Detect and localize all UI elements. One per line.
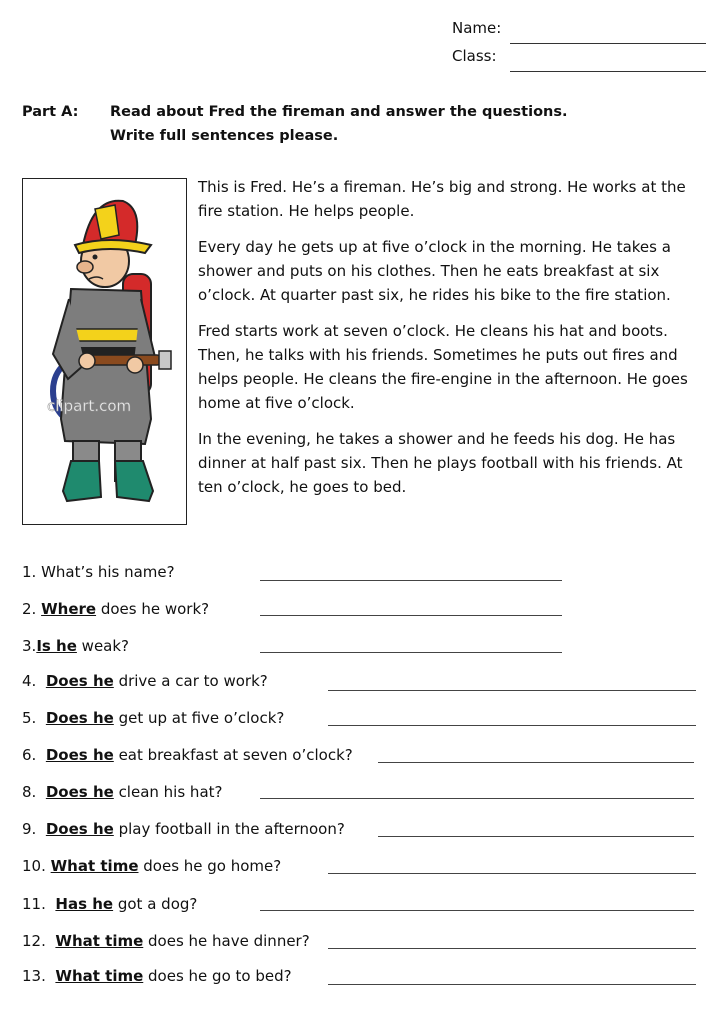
question-8 [22,783,222,801]
question-text: does he go to bed? [143,967,292,985]
answer-line-4[interactable] [328,690,696,691]
name-label: Name: [452,19,502,37]
question-number: 11. [22,895,46,913]
fireman-drawing [23,179,186,524]
answer-line-2[interactable] [260,615,562,616]
question-number: 1. [22,563,37,581]
question-keyword: What time [55,967,144,985]
question-number: 12. [22,932,46,950]
question-11 [22,895,197,913]
answer-line-6[interactable] [378,762,694,763]
question-10 [22,857,281,875]
name-answer-line[interactable] [510,43,706,44]
answer-line-12[interactable] [328,948,696,949]
question-number: 4. [22,672,37,690]
question-keyword: Does he [45,672,114,690]
question-text: eat breakfast at seven o’clock? [113,746,353,764]
question-keyword: Where [41,600,97,618]
question-number: 9. [22,820,37,838]
question-5 [22,709,284,727]
story-paragraph-3: Fred starts work at seven o’clock. He cleans his hat and boots. Then, he talks with his friends. Sometimes he puts out fires and helps people. He cleans the fire-engine in the afternoon. He goes home at five o’clock. [198,322,688,412]
question-number: 13. [22,967,46,985]
answer-line-3[interactable] [260,652,562,653]
story-paragraph-2: Every day he gets up at five o’clock in the morning. He takes a shower and puts on his clothes. Then he eats breakfast at six o’clock. At quarter past six, he rides his bike to the fire station. [198,238,671,304]
question-keyword: Has he [55,895,114,913]
question-number: 5. [22,709,37,727]
question-number: 6. [22,746,37,764]
question-keyword: What time [55,932,144,950]
question-number: 8. [22,783,37,801]
question-text: get up at five o’clock? [113,709,285,727]
part-label: Part A: [22,104,79,120]
question-keyword: Does he [45,820,114,838]
question-2 [22,600,209,618]
question-text: does he work? [96,600,210,618]
question-text: play football in the afternoon? [113,820,345,838]
question-keyword: Does he [45,783,114,801]
watermark-text: clipart.com [47,397,132,415]
answer-line-13[interactable] [328,984,696,985]
question-keyword: Does he [45,709,114,727]
question-text: does he go home? [138,857,282,875]
instruction-line-2: Write full sentences please. [110,128,339,144]
question-text: weak? [76,637,130,655]
question-text: got a dog? [113,895,198,913]
question-number: 3. [22,637,37,655]
question-13 [22,967,292,985]
question-text: What’s his name? [36,563,175,581]
question-keyword: Is he [36,637,77,655]
question-keyword: Does he [45,746,114,764]
answer-line-10[interactable] [328,873,696,874]
answer-line-9[interactable] [378,836,694,837]
story-paragraph-1: This is Fred. He’s a fireman. He’s big and strong. He works at the fire station. He helps people. [198,178,686,220]
question-1 [22,563,175,581]
story-paragraph-4: In the evening, he takes a shower and he feeds his dog. He has dinner at half past six. Then he plays football with his friends. At ten o’clock, he goes to bed. [198,430,683,496]
question-9 [22,820,345,838]
question-text: drive a car to work? [113,672,268,690]
question-12 [22,932,310,950]
answer-line-5[interactable] [328,725,696,726]
question-number: 2. [22,600,37,618]
class-label: Class: [452,47,497,65]
question-3 [22,637,129,655]
class-answer-line[interactable] [510,71,706,72]
answer-line-1[interactable] [260,580,562,581]
answer-line-11[interactable] [260,910,694,911]
question-text: does he have dinner? [143,932,310,950]
question-6 [22,746,353,764]
answer-line-8[interactable] [260,798,694,799]
fireman-illustration [22,178,187,525]
question-number: 10. [22,857,46,875]
question-4 [22,672,268,690]
question-keyword: What time [50,857,139,875]
question-text: clean his hat? [113,783,223,801]
instruction-line-1: Read about Fred the fireman and answer the questions. [110,104,568,120]
story-text [198,175,704,511]
